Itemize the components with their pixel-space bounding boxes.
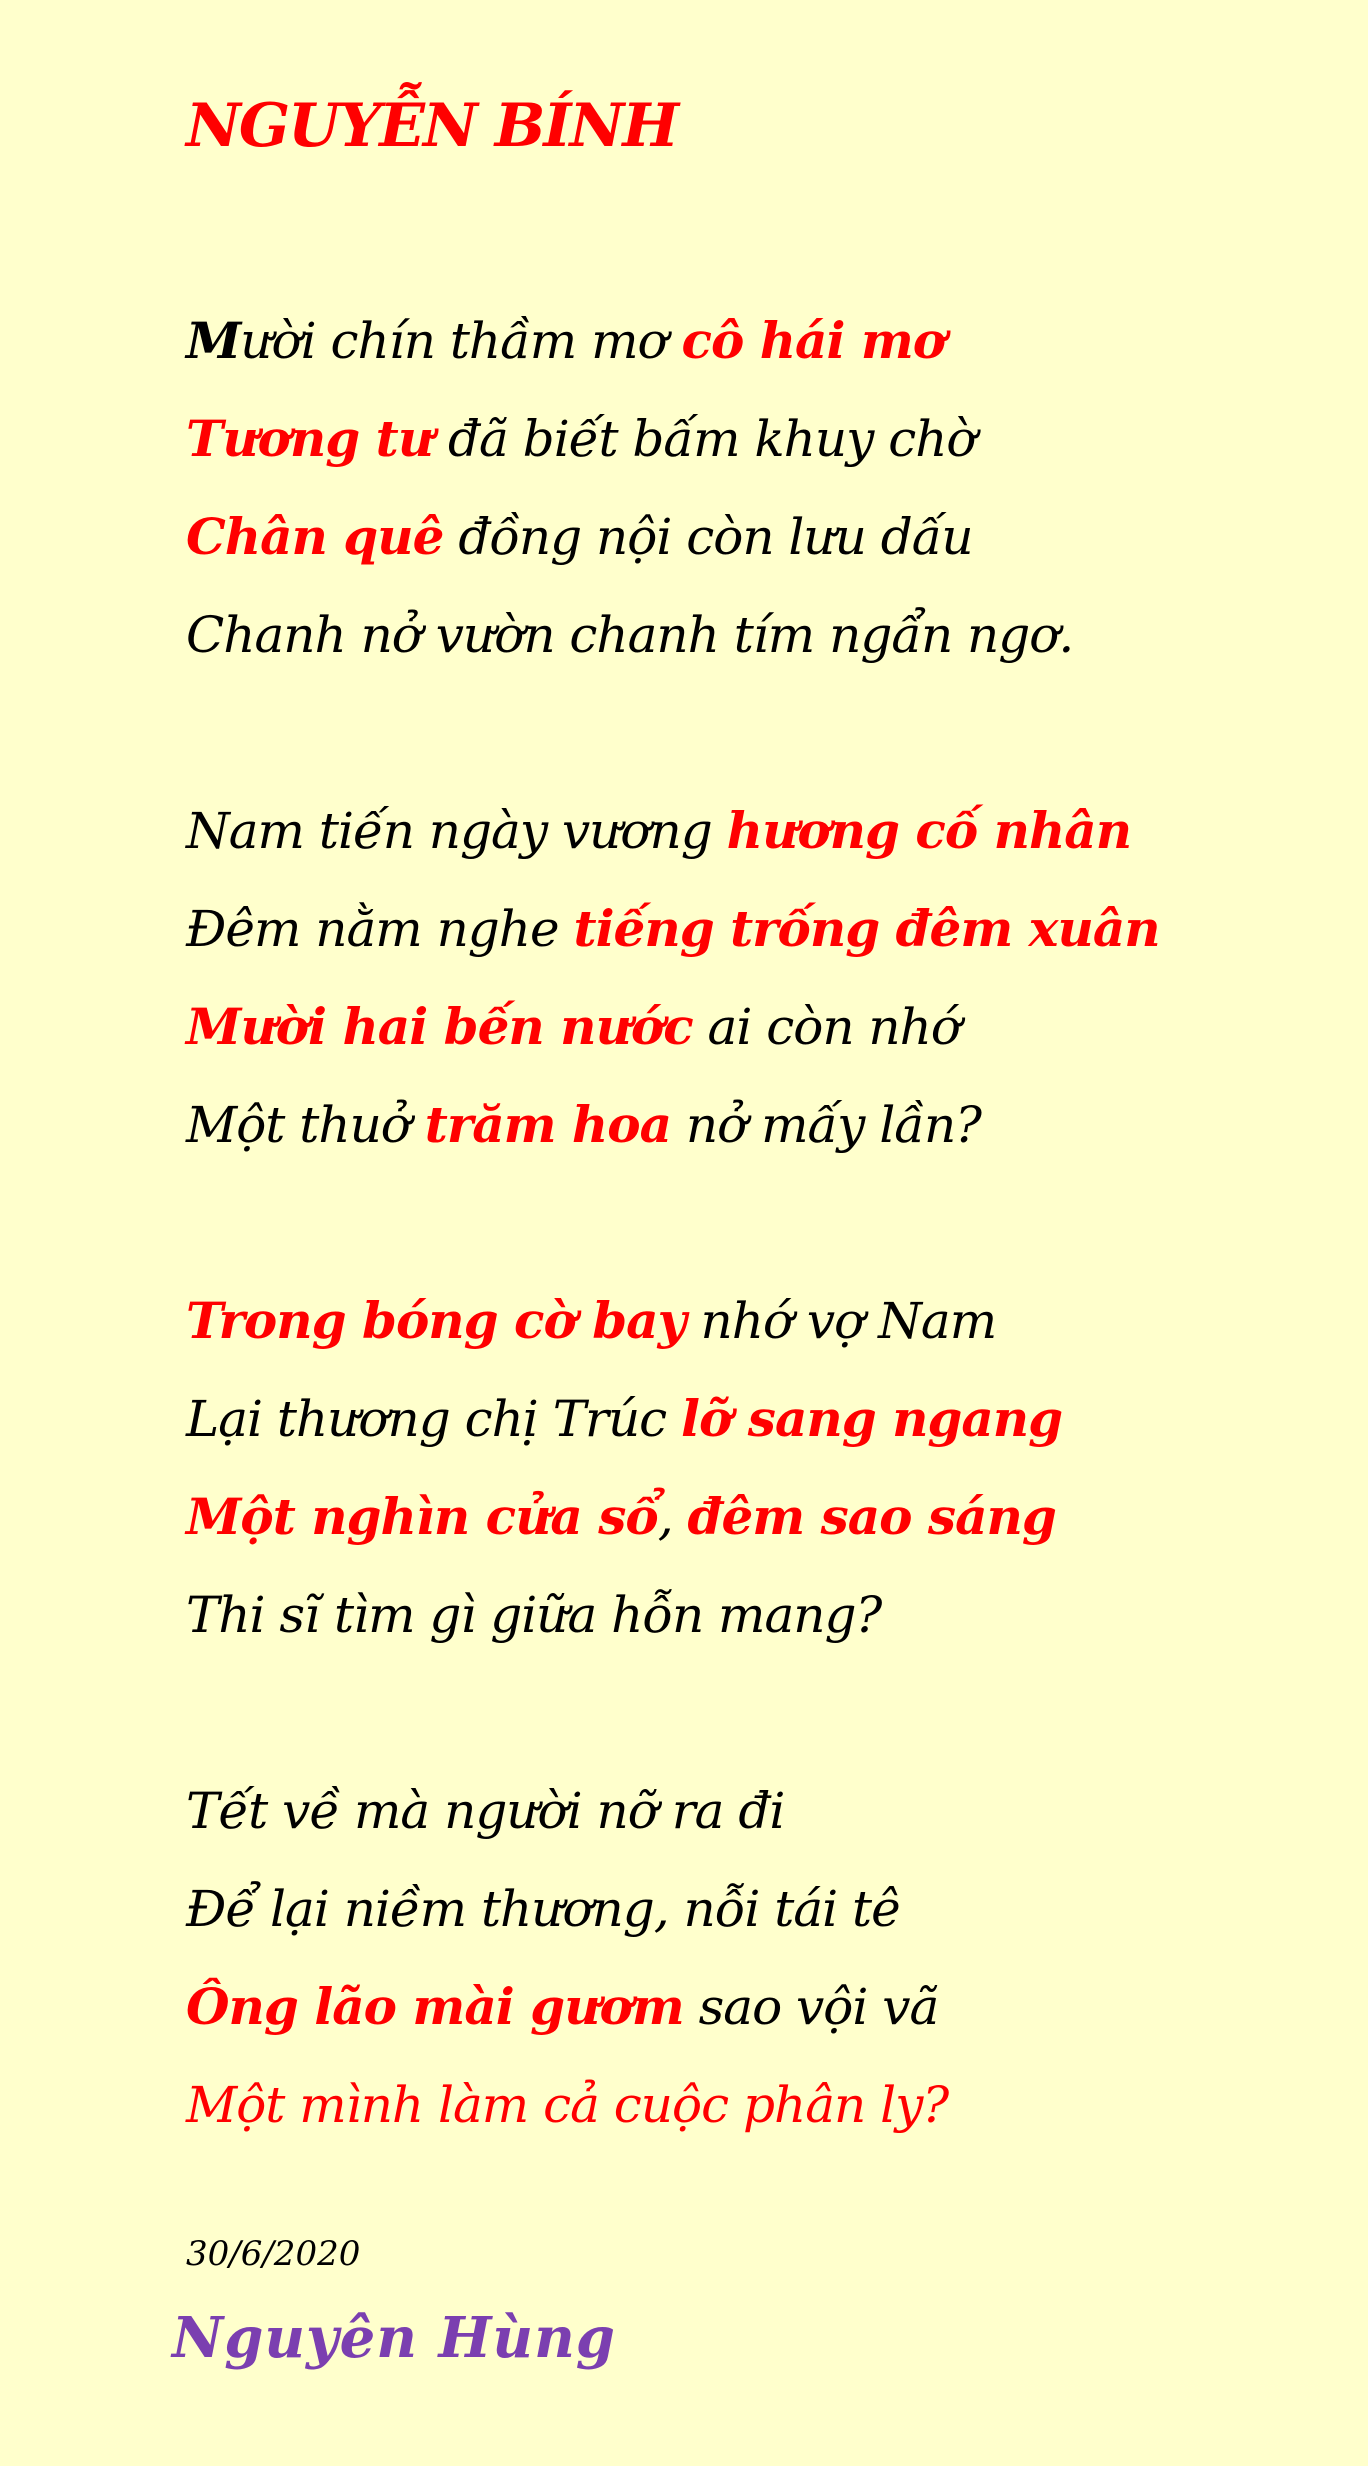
poem-line: [186, 390, 1073, 488]
line-segment: ai còn nhớ: [692, 998, 960, 1056]
line-segment-emphasis: hương cố nhân: [726, 801, 1132, 860]
line-segment-emphasis: Mười hai bến nước: [186, 997, 693, 1056]
line-segment: đã biết bấm khuy chờ: [433, 410, 976, 468]
line-segment: Tết về mà người nỡ ra đi: [186, 1782, 785, 1840]
stanza-1: [186, 292, 1073, 684]
poem-line: [186, 1958, 948, 2056]
poem-line: [186, 1762, 948, 1860]
line-segment: nở mấy lần?: [671, 1096, 981, 1154]
poem-line: [186, 1272, 1062, 1370]
poem-line: [186, 1076, 1160, 1174]
line-segment: ,: [657, 1488, 688, 1546]
line-segment-emphasis: lỡ sang ngang: [681, 1389, 1063, 1448]
line-segment-emphasis: Một nghìn cửa sổ: [186, 1487, 658, 1546]
line-segment: Chanh nở vườn chanh tím ngẩn ngơ.: [186, 606, 1074, 664]
line-segment-emphasis: tiếng trống đêm xuân: [573, 899, 1160, 958]
line-segment: Thi sĩ tìm gì giữa hỗn mang?: [186, 1586, 882, 1644]
line-segment: Một thuở: [186, 1096, 425, 1154]
line-segment: Lại thương chị Trúc: [186, 1390, 682, 1448]
poem-line: [186, 292, 1073, 390]
line-segment-emphasis: Ông lão mài gươm: [186, 1977, 684, 2036]
poem-line: [186, 978, 1160, 1076]
line-segment: Đêm nằm nghe: [186, 900, 574, 958]
poem-line: [186, 1566, 1062, 1664]
line-segment: đồng nội còn lưu dấu: [443, 508, 973, 566]
line-segment-emphasis: Chân quê: [186, 507, 444, 566]
poem-line: [186, 488, 1073, 586]
poem-line: [186, 1468, 1062, 1566]
line-segment: nhớ vợ Nam: [685, 1292, 997, 1350]
poem-line: [186, 782, 1160, 880]
line-segment: Nam tiến ngày vương: [186, 802, 727, 860]
poem-line: [186, 880, 1160, 978]
line-segment: M: [186, 311, 241, 370]
line-segment: sao vội vã: [683, 1978, 939, 2036]
line-segment: Để lại niềm thương, nỗi tái tê: [186, 1880, 900, 1938]
poem-date: 30/6/2020: [186, 2234, 361, 2274]
stanza-4: [186, 1762, 948, 2154]
line-segment: ười chín thầm mơ: [240, 312, 682, 370]
line-segment-emphasis: cô hái mơ: [681, 311, 946, 370]
poem-title: NGUYỄN BÍNH: [186, 91, 678, 161]
line-segment-red: Một mình làm cả cuộc phân ly?: [186, 2076, 949, 2134]
stanza-2: [186, 782, 1160, 1174]
line-segment-emphasis: đêm sao sáng: [687, 1487, 1056, 1546]
line-segment-emphasis: Trong bóng cờ bay: [186, 1291, 686, 1350]
poem-line: [186, 586, 1073, 684]
stanza-3: [186, 1272, 1062, 1664]
poem-line: [186, 2056, 948, 2154]
line-segment-emphasis: Tương tư: [186, 409, 434, 468]
line-segment-emphasis: trăm hoa: [424, 1095, 672, 1154]
author-signature: Nguyên Hùng: [172, 2305, 616, 2371]
poem-line: [186, 1370, 1062, 1468]
poem-line: [186, 1860, 948, 1958]
